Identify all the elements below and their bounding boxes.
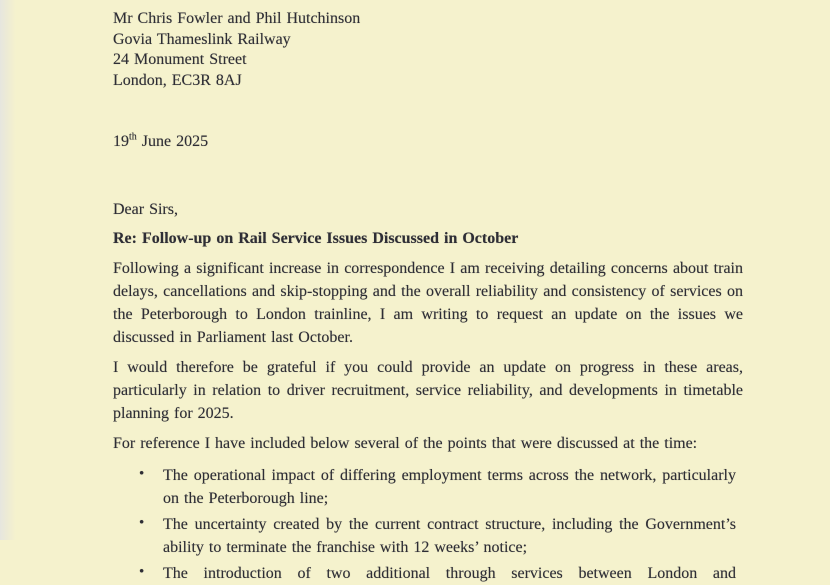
scan-edge <box>0 0 16 540</box>
letter-content <box>113 0 743 585</box>
paragraph-reference: For reference I have included below several of the points that were discussed at the time: <box>113 435 698 452</box>
paragraph-request: I would therefore be grateful if you could provide an update on progress in these areas, particularly in relation to driver recruitment, service reliability, and developments in timetable planning for 2025. <box>113 359 743 422</box>
recipient-company-line: Govia Thameslink Railway <box>113 30 291 48</box>
date-ordinal: th <box>129 131 137 143</box>
date-month-year: June 2025 <box>136 133 209 150</box>
bullet-item-employment-terms: • The operational impact of differing employment terms across the network, particularly on the Peterborough line; <box>163 464 736 510</box>
bullet-item-contract-structure: • The uncertainty created by the current contract structure, including the Government’s ability to terminate the franchise with 12 weeks’ notice; <box>163 513 736 559</box>
recipient-name-line: Mr Chris Fowler and Phil Hutchinson <box>113 10 361 27</box>
letter-date <box>113 130 743 153</box>
recipient-address <box>113 0 743 91</box>
date-day: 19 <box>113 133 129 150</box>
recipient-street-line: 24 Monument Street <box>113 51 247 68</box>
subject-line: Re: Follow-up on Rail Service Issues Discussed in October <box>113 230 519 247</box>
paragraph-intro: Following a significant increase in correspondence I am receiving detailing concerns about train delays, cancellations and skip-stopping and the overall reliability and consistency of services on the Peterborough to London trainline, I am writing to request an update on the issues we discussed in Parliament last October. <box>113 260 743 346</box>
recipient-city-line: London, EC3R 8AJ <box>113 71 242 89</box>
bullet-item-clipped: • The introduction of two additional through services between London and <box>163 562 736 585</box>
bullet-list <box>113 464 736 585</box>
salutation: Dear Sirs, <box>113 201 178 218</box>
